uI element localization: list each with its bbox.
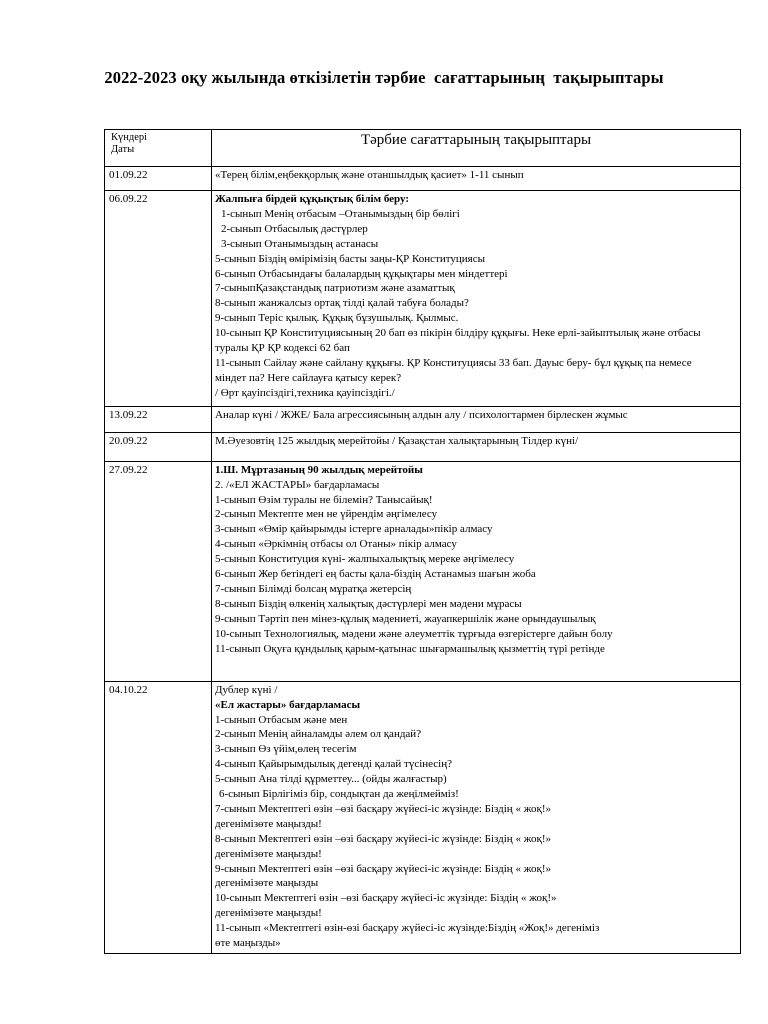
- topic-line: 5-сынып Біздің өмірімізің басты заңы-ҚР Конституциясы: [215, 252, 485, 265]
- topic-line: 1-сынып Отбасым және мен: [215, 713, 348, 726]
- topic-line: 9-сынып Теріс қылық. Құқық бұзушылық. Қылмыс.: [215, 312, 459, 325]
- topic-line: 6-сынып Бірлігіміз бір, сондықтан да жеңілмейміз!: [219, 788, 459, 801]
- section-heading: 1.Ш. Мұртазаның 90 жылдық мерейтойы: [215, 463, 423, 476]
- row-date: 06.09.22: [105, 191, 212, 407]
- topic-line: 5-сынып Ана тілді құрметтеу... (ойды жалғастыр): [215, 773, 447, 786]
- topic-line: 3-сынып Отанымыздың астанасы: [221, 237, 379, 250]
- table-row: [105, 432, 741, 461]
- date-header-line-1: Күндері: [111, 132, 148, 143]
- table-row: [105, 406, 741, 432]
- topic-line: өте маңызды»: [215, 937, 281, 950]
- section-heading: Жалпыға бірдей құқықтық білім беру:: [215, 193, 410, 205]
- topic-line: 10-сынып ҚР Конституциясының 20 бап өз пікірін білдіру құқығы. Неке ерлі-зайыптылық және отбасы: [215, 327, 701, 340]
- topic-line: 8-сынып Мектептегі өзін –өзі басқару жүйесі-іс жүзінде: Біздің « жоқ!»: [215, 832, 552, 845]
- row-topics: [212, 432, 741, 461]
- topic-line: Дублер күні /: [215, 683, 278, 696]
- topic-line: 2. /«ЕЛ ЖАСТАРЫ» бағдарламасы: [215, 478, 380, 491]
- topic-line: 9-сынып Тәртіп пен мінез-құлық мәдениеті, жауапкершілік және орындаушылық: [215, 612, 596, 625]
- date-header-line-2: Даты: [111, 143, 135, 155]
- row-date: 20.09.22: [105, 432, 212, 461]
- schedule-table: [104, 129, 741, 954]
- topic-line: 11-сынып Оқуға құндылық қарым-қатынас шығармашылық қызметтің түрі ретінде: [215, 642, 605, 655]
- row-date: 13.09.22: [105, 406, 212, 432]
- row-topics: [212, 167, 741, 191]
- topic-line: дегенімізөте маңызды!: [215, 847, 322, 860]
- row-date: 01.09.22: [105, 167, 212, 191]
- topic-line: 11-сынып «Мектептегі өзін-өзі басқару жүйесі-іс жүзінде:Біздің «Жоқ!» дегеніміз: [215, 922, 600, 935]
- topic-line: туралы ҚР ҚР кодексі 62 бап: [215, 342, 350, 355]
- row-topics: [212, 461, 741, 681]
- topic-line: дегенімізөте маңызды!: [215, 817, 322, 830]
- table-header-row: [105, 130, 741, 167]
- topic-line: дегенімізөте маңызды: [215, 877, 319, 890]
- topic-column-header: Тәрбие сағаттарының тақырыптары: [212, 130, 741, 167]
- topic-line: 10-сынып Мектептегі өзін –өзі басқару жүйесі-іс жүзінде: Біздің « жоқ!»: [215, 892, 557, 905]
- section-heading: «Ел жастары» бағдарламасы: [215, 698, 361, 711]
- topic-line: / Өрт қауіпсіздігі,техника қауіпсіздігі./: [215, 386, 395, 399]
- topic-line: 7-сынып Мектептегі өзін –өзі басқару жүйесі-іс жүзінде: Біздің « жоқ!»: [215, 802, 552, 815]
- topic-line: «Терең білім,еңбекқорлық және отаншылдық қасиет» 1-11 сынып: [215, 169, 524, 181]
- table-row: [105, 461, 741, 681]
- row-date: 27.09.22: [105, 461, 212, 681]
- date-column-header: [105, 130, 212, 167]
- topic-line: 6-сынып Отбасындағы балалардың құқықтары мен міндеттері: [215, 267, 508, 280]
- table-row: [105, 167, 741, 191]
- topic-line: 10-сынып Технологиялық, мәдени және әлеуметтік тұрғыда өзгерістерге дайын болу: [215, 627, 613, 640]
- topic-line: 11-сынып Сайлау және сайлану құқығы. ҚР Конституциясы 33 бап. Дауыс беру- бұл құқық па немесе: [215, 356, 692, 369]
- topic-line: 3-сынып Өз үйім,өлең тесегім: [215, 743, 357, 756]
- topic-line: 1-сынып Менің отбасым –Отанымыздың бір бөлігі: [221, 207, 460, 220]
- topic-line: Аналар күні / ЖЖЕ/ Бала агрессиясының алдын алу / психологтармен бірлескен жұмыс: [215, 408, 628, 421]
- topic-line: 2-сынып Менің айналамды әлем ол қандай?: [215, 728, 422, 741]
- topic-line: дегенімізөте маңызды!: [215, 907, 322, 920]
- topic-line: міндет па? Неге сайлауға қатысу керек?: [215, 371, 402, 384]
- table-row: [105, 191, 741, 407]
- topic-line: 2-сынып Отбасылық дәстүрлер: [221, 222, 368, 235]
- topic-line: 4-сынып «Әркімнің отбасы ол Отаны» пікір алмасу: [215, 538, 457, 551]
- topic-line: 8-сынып Біздің өлкенің халықтық дәстүрлері мен мәдени мұрасы: [215, 597, 522, 610]
- topic-line: 7-сынып Білімді болсаң мұратқа жетерсің: [215, 582, 412, 595]
- topic-line: М.Әуезовтің 125 жылдық мерейтойы / Қазақстан халықтарының Тілдер күні/: [215, 434, 579, 447]
- topic-line: 8-сынып жанжалсыз ортақ тілді қалай табуға болады?: [215, 297, 469, 310]
- topic-line: 9-сынып Мектептегі өзін –өзі басқару жүйесі-іс жүзінде: Біздің « жоқ!»: [215, 862, 552, 875]
- topic-line: 7-сыныпҚазақстандық патриотизм және азаматтық: [215, 282, 455, 295]
- topic-line: 2-сынып Мектепте мен не үйрендім әңгімелесу: [215, 508, 438, 521]
- row-topics: [212, 406, 741, 432]
- table-row: [105, 681, 741, 953]
- topic-line: 6-сынып Жер бетіндегі ең басты қала-біздің Астанамыз шағын жоба: [215, 568, 536, 581]
- topic-line: 4-сынып Қайырымдылық дегенді қалай түсінесің?: [215, 758, 453, 771]
- row-topics: [212, 191, 741, 407]
- row-date: 04.10.22: [105, 681, 212, 953]
- row-topics: [212, 681, 741, 953]
- topic-line: 1-сынып Өзім туралы не білемін? Танысайық!: [215, 493, 433, 506]
- page-title: 2022-2023 оқу жылында өткізілетін тәрбие сағаттарының тақырыптары: [104, 68, 664, 87]
- topic-line: 5-сынып Конституция күні- жалпыхалықтық мереке әңгімелесу: [215, 553, 515, 566]
- topic-line: 3-сынып «Өмір қайырымды істерге арналады»пікір алмасу: [215, 523, 493, 536]
